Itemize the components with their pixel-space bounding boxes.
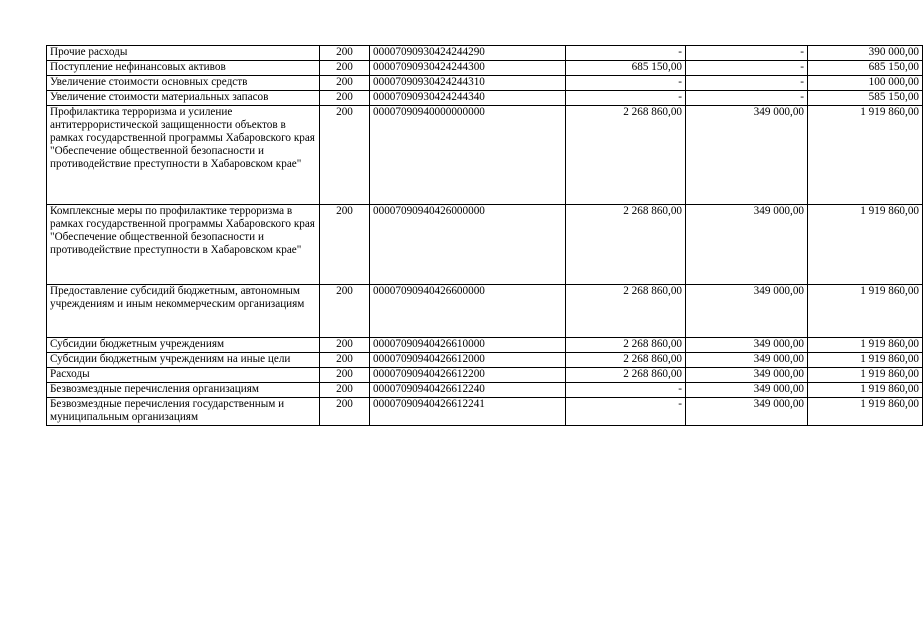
- row-name: Безвозмездные перечисления организациям: [47, 383, 320, 398]
- row-code: 200: [320, 46, 370, 61]
- row-amount-a: 685 150,00: [566, 61, 686, 76]
- row-kbk: 00007090930424244340: [370, 91, 566, 106]
- row-name: Профилактика терроризма и усиление антитеррористической защищенности объектов в рамках государственной программы Хабаровского края "Обеспечение общественной безопасности и противодействие преступности в Хабаровском крае": [47, 106, 320, 205]
- row-amount-c: 1 919 860,00: [808, 285, 923, 338]
- row-amount-c: 100 000,00: [808, 76, 923, 91]
- row-code: 200: [320, 91, 370, 106]
- row-amount-a: -: [566, 383, 686, 398]
- row-code: 200: [320, 76, 370, 91]
- row-code: 200: [320, 61, 370, 76]
- row-amount-b: 349 000,00: [686, 205, 808, 285]
- row-kbk: 00007090940000000000: [370, 106, 566, 205]
- row-name: Прочие расходы: [47, 46, 320, 61]
- row-amount-a: -: [566, 91, 686, 106]
- row-name: Предоставление субсидий бюджетным, автономным учреждениям и иным некоммерческим организациям: [47, 285, 320, 338]
- row-kbk: 00007090940426610000: [370, 338, 566, 353]
- row-name: Субсидии бюджетным учреждениям на иные цели: [47, 353, 320, 368]
- row-amount-b: -: [686, 46, 808, 61]
- table-row: [47, 46, 923, 61]
- row-amount-b: 349 000,00: [686, 106, 808, 205]
- row-kbk: 00007090930424244290: [370, 46, 566, 61]
- row-amount-c: 1 919 860,00: [808, 353, 923, 368]
- table-row: [47, 338, 923, 353]
- row-code: 200: [320, 205, 370, 285]
- row-name: Увеличение стоимости основных средств: [47, 76, 320, 91]
- table-row: [47, 205, 923, 285]
- row-code: 200: [320, 285, 370, 338]
- row-amount-c: 390 000,00: [808, 46, 923, 61]
- row-name: Безвозмездные перечисления государственным и муниципальным организациям: [47, 398, 320, 426]
- row-kbk: 00007090940426612000: [370, 353, 566, 368]
- row-kbk: 00007090940426612241: [370, 398, 566, 426]
- row-amount-c: 585 150,00: [808, 91, 923, 106]
- row-amount-b: 349 000,00: [686, 383, 808, 398]
- row-amount-c: 685 150,00: [808, 61, 923, 76]
- row-kbk: 00007090930424244310: [370, 76, 566, 91]
- row-amount-a: 2 268 860,00: [566, 353, 686, 368]
- table-row: [47, 383, 923, 398]
- row-amount-c: 1 919 860,00: [808, 368, 923, 383]
- row-amount-b: 349 000,00: [686, 338, 808, 353]
- row-name: Поступление нефинансовых активов: [47, 61, 320, 76]
- row-amount-b: 349 000,00: [686, 398, 808, 426]
- row-amount-c: 1 919 860,00: [808, 338, 923, 353]
- row-kbk: 00007090940426600000: [370, 285, 566, 338]
- row-kbk: 00007090940426612240: [370, 383, 566, 398]
- row-kbk: 00007090940426612200: [370, 368, 566, 383]
- row-amount-a: 2 268 860,00: [566, 338, 686, 353]
- row-name: Увеличение стоимости материальных запасов: [47, 91, 320, 106]
- table-row: [47, 368, 923, 383]
- row-amount-b: -: [686, 61, 808, 76]
- row-code: 200: [320, 338, 370, 353]
- row-amount-c: 1 919 860,00: [808, 383, 923, 398]
- row-amount-b: -: [686, 91, 808, 106]
- row-amount-c: 1 919 860,00: [808, 398, 923, 426]
- row-code: 200: [320, 398, 370, 426]
- row-amount-a: 2 268 860,00: [566, 106, 686, 205]
- row-amount-a: -: [566, 46, 686, 61]
- table-row: [47, 353, 923, 368]
- row-amount-a: 2 268 860,00: [566, 368, 686, 383]
- row-amount-b: 349 000,00: [686, 285, 808, 338]
- row-amount-a: -: [566, 76, 686, 91]
- row-code: 200: [320, 383, 370, 398]
- row-name: Субсидии бюджетным учреждениям: [47, 338, 320, 353]
- row-name: Комплексные меры по профилактике терроризма в рамках государственной программы Хабаровского края "Обеспечение общественной безопасности и противодействие преступности в Хабаровском крае": [47, 205, 320, 285]
- row-kbk: 00007090940426000000: [370, 205, 566, 285]
- table-row: [47, 61, 923, 76]
- row-amount-b: -: [686, 76, 808, 91]
- row-amount-a: 2 268 860,00: [566, 205, 686, 285]
- row-amount-c: 1 919 860,00: [808, 205, 923, 285]
- row-code: 200: [320, 106, 370, 205]
- table-row: [47, 76, 923, 91]
- row-amount-b: 349 000,00: [686, 353, 808, 368]
- row-code: 200: [320, 353, 370, 368]
- row-name: Расходы: [47, 368, 320, 383]
- row-amount-a: 2 268 860,00: [566, 285, 686, 338]
- row-amount-b: 349 000,00: [686, 368, 808, 383]
- table-row: [47, 106, 923, 205]
- row-kbk: 00007090930424244300: [370, 61, 566, 76]
- budget-table: [46, 45, 923, 426]
- row-amount-a: -: [566, 398, 686, 426]
- row-amount-c: 1 919 860,00: [808, 106, 923, 205]
- table-row: [47, 285, 923, 338]
- table-row: [47, 398, 923, 426]
- table-row: [47, 91, 923, 106]
- row-code: 200: [320, 368, 370, 383]
